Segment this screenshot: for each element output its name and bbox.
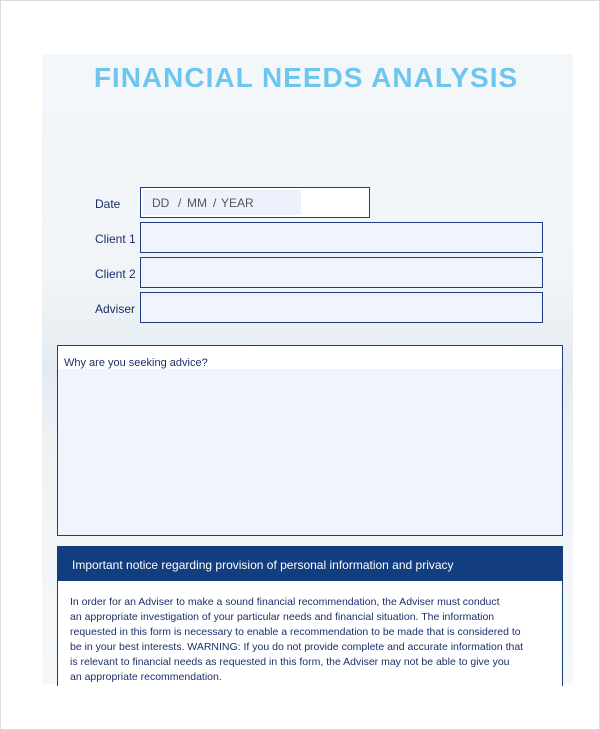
notice-line: requested in this form is necessary to enable a recommendation to be made that is considered to	[70, 626, 521, 638]
privacy-notice	[57, 546, 563, 686]
notice-line: be in your best interests. WARNING: If you do not provide complete and accurate information that	[70, 641, 524, 653]
adviser-label: Adviser	[95, 302, 136, 316]
client2-label: Client 2	[95, 267, 136, 281]
notice-line: an appropriate recommendation.	[70, 671, 222, 683]
client2-field[interactable]	[140, 257, 543, 288]
notice-title: Important notice regarding provision of personal information and privacy	[72, 558, 454, 572]
date-separator: /	[178, 196, 182, 210]
adviser-field[interactable]	[140, 292, 543, 323]
notice-line: is relevant to financial needs as requested in this form, the Adviser may not be able to give you	[70, 656, 510, 668]
notice-line: In order for an Adviser to make a sound financial recommendation, the Adviser must conduct	[70, 596, 500, 608]
advice-label: Why are you seeking advice?	[64, 357, 208, 369]
date-label: Date	[95, 197, 121, 211]
date-year[interactable]: YEAR	[221, 196, 254, 210]
form-title: FINANCIAL NEEDS ANALYSIS	[93, 62, 519, 93]
client1-field[interactable]	[140, 222, 543, 253]
client1-label: Client 1	[95, 232, 136, 246]
advice-textarea[interactable]	[57, 345, 563, 536]
notice-line: an appropriate investigation of your particular needs and financial situation. The information	[70, 611, 495, 623]
date-day[interactable]: DD	[152, 196, 170, 210]
notice-text	[70, 595, 555, 685]
date-field[interactable]	[140, 187, 370, 218]
date-month[interactable]: MM	[187, 196, 207, 210]
date-separator: /	[213, 196, 217, 210]
